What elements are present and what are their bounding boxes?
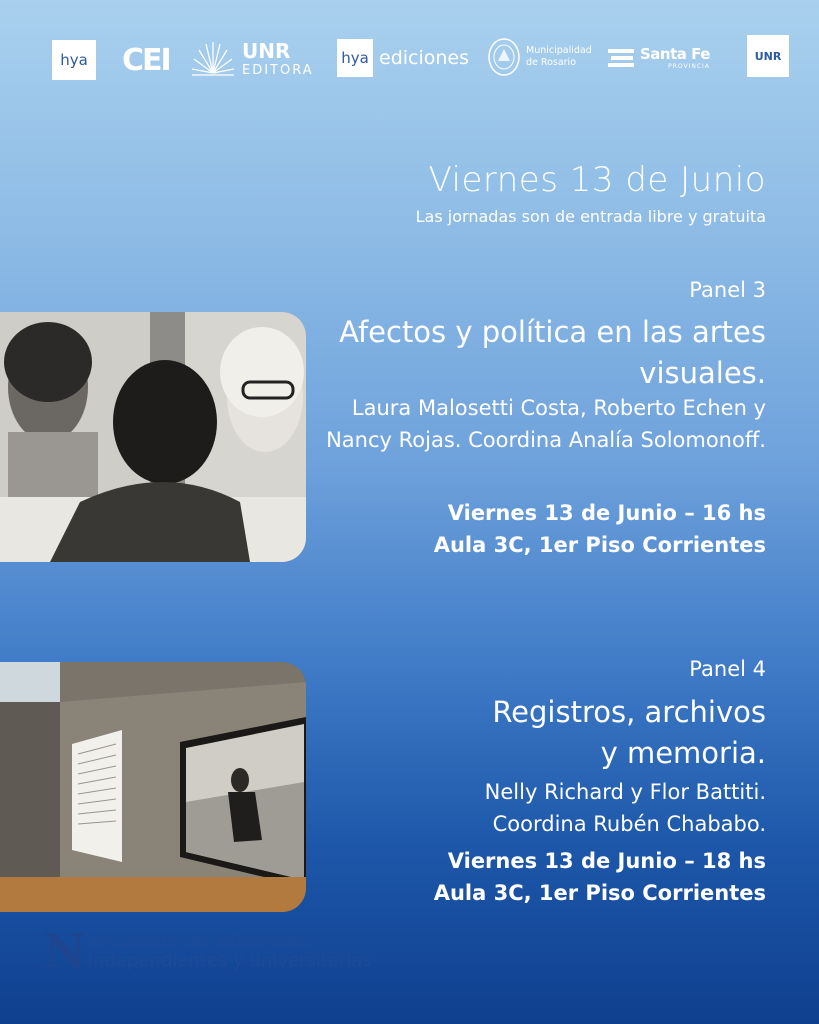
hya-ediciones-logo	[337, 39, 469, 77]
panel4-photo	[0, 662, 306, 912]
panel4-title-line1: Registros, archivos	[492, 695, 766, 729]
panel4-speakers-line2: Coordina Rubén Chababo.	[492, 812, 766, 836]
sponsor-logos	[52, 35, 792, 87]
event-subtitle: Las jornadas son de entrada libre y gratuita	[415, 207, 766, 226]
footer-line1: encuentro de editoriales	[88, 930, 308, 951]
panel4-speakers	[306, 776, 766, 840]
event-date: Viernes 13 de Junio	[428, 160, 766, 200]
panel3-photo	[0, 312, 306, 562]
seal-icon	[488, 37, 520, 77]
hya-ediciones-box-text: hya	[341, 49, 369, 67]
santa-fe-subtitle: PROVINCIA	[668, 63, 710, 70]
panel4-datetime: Viernes 13 de Junio – 18 hs	[447, 849, 766, 873]
cei-logo-text: CEI	[122, 43, 170, 78]
fan-icon	[190, 39, 236, 79]
panel3-title: Afectos y política en las artes visuales.	[339, 315, 766, 390]
panel3-label: Panel 3	[689, 278, 766, 302]
panel3-datetime: Viernes 13 de Junio – 16 hs	[447, 501, 766, 525]
unr-editora-title: UNR	[242, 39, 291, 63]
unr-logo-text: UNR	[754, 49, 782, 63]
cei-logo	[122, 43, 170, 78]
unr-logo	[747, 35, 789, 77]
encuentro-editoriales-logo	[44, 924, 372, 978]
hya-ediciones-text: ediciones	[379, 47, 470, 69]
panel4-title-line2: y memoria.	[600, 736, 766, 770]
panel4-schedule	[306, 845, 766, 909]
municipalidad-line1: Municipalidad	[526, 45, 592, 57]
santa-fe-stripes-icon	[608, 47, 636, 69]
hya-ediciones-box	[337, 39, 373, 77]
unr-editora-subtitle: EDITORA	[242, 63, 314, 78]
panel4-location: Aula 3C, 1er Piso Corrientes	[433, 881, 766, 905]
hya-logo	[52, 40, 96, 80]
panel3-speakers: Laura Malosetti Costa, Roberto Echen y Nancy Rojas. Coordina Analía Solomonoff.	[326, 396, 766, 452]
unr-editora-logo	[190, 39, 314, 79]
santa-fe-logo	[608, 45, 710, 70]
municipalidad-line2: de Rosario	[526, 57, 577, 68]
panel4-label: Panel 4	[689, 657, 766, 681]
panel4-title	[266, 692, 766, 774]
panel3-location: Aula 3C, 1er Piso Corrientes	[433, 533, 766, 557]
municipalidad-rosario-logo	[488, 37, 592, 77]
hya-logo-text: hya	[60, 51, 88, 69]
panel3-schedule	[306, 497, 766, 561]
footer-logo-initial: N	[44, 924, 87, 978]
panel4-speakers-line1: Nelly Richard y Flor Battiti.	[484, 780, 766, 804]
footer-line2: independientes y universitarias	[88, 950, 372, 971]
santa-fe-title: Santa Fe	[640, 45, 710, 63]
